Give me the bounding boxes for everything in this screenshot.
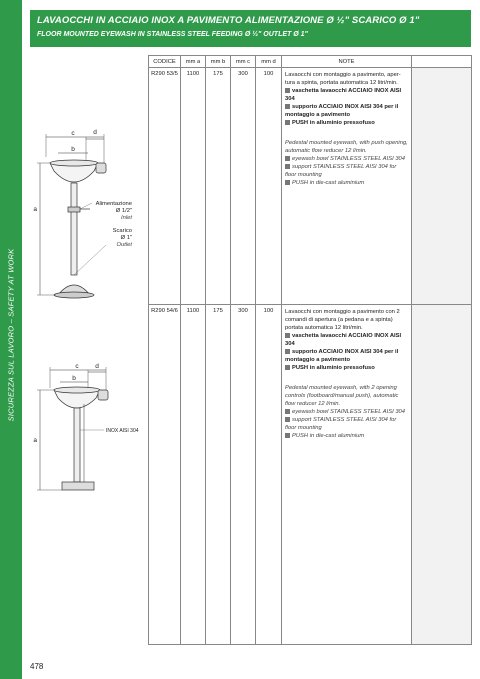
row-b: 175 — [206, 68, 231, 305]
note-en-item: PUSH in die-cast aluminium — [285, 179, 408, 187]
row-extra — [412, 68, 472, 305]
dim-a-label: a — [33, 437, 37, 444]
note-it-desc: Lavaocchi con montaggio a pavimento con 2 comandi di apertura (a pedana e a spinta) portata automatica 12 litri/min. — [285, 309, 400, 331]
row-c: 300 — [231, 305, 256, 645]
row-d: 100 — [256, 68, 282, 305]
row-d: 100 — [256, 305, 282, 645]
row-note — [282, 68, 412, 305]
note-en-item: support STAINLESS STEEL AISI 304 for floor mounting — [285, 417, 397, 431]
note-en-item: eyewash bowl STAINLESS STEEL AISI 304 — [285, 155, 408, 163]
note-it-item: vaschetta lavaocchi ACCIAIO INOX AISI 304 — [285, 88, 402, 102]
header-a: mm a — [181, 56, 206, 68]
dim-d-label: d — [93, 129, 97, 136]
outlet-label-it: Scarico — [112, 228, 132, 234]
note-en-item: eyewash bowl STAINLESS STEEL AISI 304 — [285, 408, 408, 416]
spec-table — [148, 55, 472, 645]
note-it-item: supporto ACCIAIO INOX AISI 304 per il montaggio a pavimento — [285, 104, 399, 118]
header-c: mm c — [231, 56, 256, 68]
header-code: CODICE — [149, 56, 181, 68]
note-en-item: PUSH in die-cast aluminium — [285, 432, 408, 440]
inlet-size: Ø 1/2" — [115, 208, 132, 214]
dim-a-label: a — [33, 206, 37, 213]
row-code: R290 53/5 — [149, 68, 181, 305]
inlet-label-it: Alimentazione — [95, 201, 132, 207]
eyewash-drawing-1 — [28, 125, 148, 325]
dim-b-label: b — [71, 146, 75, 153]
note-it-item: supporto ACCIAIO INOX AISI 304 per il montaggio a pavimento — [285, 349, 399, 363]
row-code: R290 54/6 — [149, 305, 181, 645]
header-b: mm b — [206, 56, 231, 68]
table-row — [149, 305, 472, 645]
row-note — [282, 305, 412, 645]
sidebar-band — [0, 0, 22, 679]
note-it-item: vaschetta lavaocchi ACCIAIO INOX AISI 304 — [285, 333, 402, 347]
outlet-label-en: Outlet — [116, 242, 132, 248]
dim-b-label: b — [72, 375, 76, 382]
page-number: 478 — [30, 662, 44, 671]
header-note: NOTE — [282, 56, 412, 68]
row-c: 300 — [231, 68, 256, 305]
note-en-item: support STAINLESS STEEL AISI 304 for floor mounting — [285, 164, 397, 178]
header-d: mm d — [256, 56, 282, 68]
inlet-label-en: Inlet — [121, 215, 132, 221]
dim-d-label: d — [95, 363, 99, 370]
eyewash-drawing-2 — [28, 360, 148, 500]
note-it-item: PUSH in alluminio pressofuso — [285, 364, 408, 372]
dim-c-label: c — [71, 130, 75, 137]
header-extra — [412, 56, 472, 68]
sidebar-title: SICUREZZA SUL LAVORO – SAFETY AT WORK — [6, 248, 16, 422]
outlet-size: Ø 1" — [120, 235, 132, 241]
dim-c-label: c — [75, 363, 79, 370]
header-banner — [30, 10, 471, 47]
note-it-item: PUSH in alluminio pressofuso — [285, 119, 408, 127]
page-subtitle: FLOOR MOUNTED EYEWASH IN STAINLESS STEEL FEEDING Ø ½" OUTLET Ø 1" — [37, 31, 308, 38]
row-b: 175 — [206, 305, 231, 645]
table-header-row — [149, 56, 472, 68]
page-title: LAVAOCCHI IN ACCIAIO INOX A PAVIMENTO ALIMENTAZIONE Ø ½" SCARICO Ø 1" — [37, 15, 420, 26]
table-row — [149, 68, 472, 305]
note-en-desc: Pedestal mounted eyewash, with push opening, automatic flow reducer 12 l/min. — [285, 140, 408, 154]
row-a: 1100 — [181, 68, 206, 305]
row-a: 1100 — [181, 305, 206, 645]
row-extra — [412, 305, 472, 645]
note-en-desc: Pedestal mounted eyewash, with 2 opening controls (footboard/manual push), automatic flow reducer 12 l/min. — [285, 385, 399, 407]
note-it-desc: Lavaocchi con montaggio a pavimento, aper-tura a spinta, portata automatica 12 litri/min. — [285, 72, 401, 86]
material-label: INOX AISI 304 — [106, 428, 139, 434]
